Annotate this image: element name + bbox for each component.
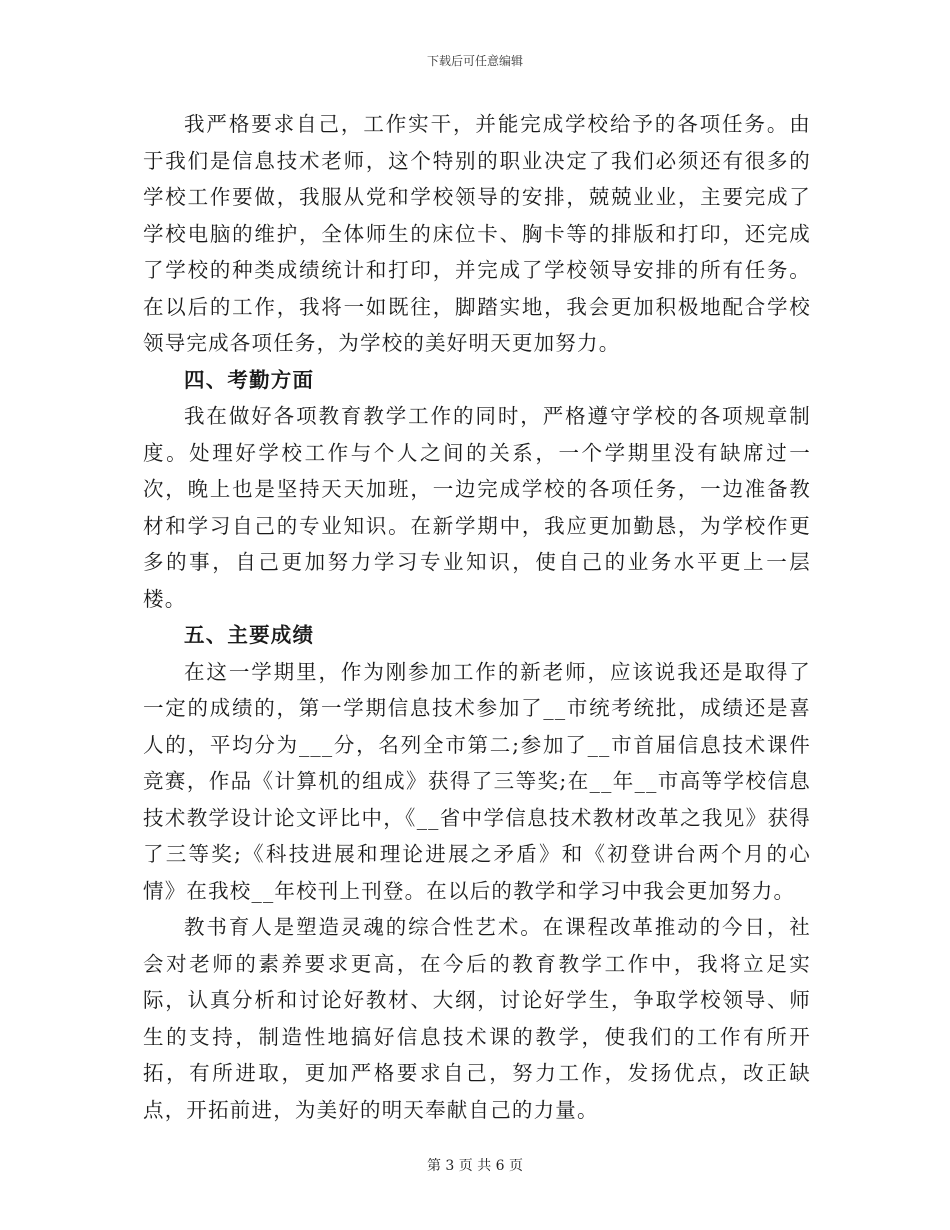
paragraph-attendance: 我在做好各项教育教学工作的同时，严格遵守学校的各项规章制度。处理好学校工作与个人之间的关系，一个学期里没有缺席过一次，晚上也是坚持天天加班，一边完成学校的各项任务，一边准备教材和学习自己的专业知识。在新学期中，我应更加勤恳，为学校作更多的事，自己更加努力学习专业知识，使自己的业务水平更上一层楼。: [143, 404, 811, 611]
section-heading-attendance: 四、考勤方面: [184, 367, 315, 392]
document-body: [143, 106, 811, 1128]
section-heading-achievements: 五、主要成绩: [184, 623, 315, 647]
paragraph-work-duties: 我严格要求自己，工作实干，并能完成学校给予的各项任务。由于我们是信息技术老师，这个特别的职业决定了我们必须还有很多的学校工作要做，我服从党和学校领导的安排，兢兢业业，主要完成了学校电脑的维护，全体师生的床位卡、胸卡等的排版和打印，还完成了学校的种类成绩统计和打印，并完成了学校领导安排的所有任务。在以后的工作，我将一如既往，脚踏实地，我会更加积极地配合学校领导完成各项任务，为学校的美好明天更加努力。: [143, 112, 811, 355]
page-number-footer: 第 3 页 共 6 页: [426, 1158, 524, 1174]
paragraph-conclusion: 教书育人是塑造灵魂的综合性艺术。在课程改革推动的今日，社会对老师的素养要求更高，在今后的教育教学工作中，我将立足实际，认真分析和讨论好教材、大纲，讨论好学生，争取学校领导、师生的支持，制造性地搞好信息技术课的教学，使我们的工作有所开拓，有所进取，更加严格要求自己，努力工作，发扬优点，改正缺点，开拓前进，为美好的明天奉献自己的力量。: [143, 915, 811, 1122]
paragraph-achievements: 在这一学期里，作为刚参加工作的新老师，应该说我还是取得了一定的成绩的，第一学期信息技术参加了__市统考统批，成绩还是喜人的，平均分为___分，名列全市第二;参加了__市首届信息技术课件竞赛，作品《计算机的组成》获得了三等奖;在__年__市高等学校信息技术教学设计论文评比中，《__省中学信息技术教材改革之我见》获得了三等奖;《科技进展和理论进展之矛盾》和《初登讲台两个月的心情》在我校__年校刊上刊登。在以后的教学和学习中我会更加努力。: [143, 659, 811, 903]
page-header: 下载后可任意编辑: [426, 54, 523, 68]
